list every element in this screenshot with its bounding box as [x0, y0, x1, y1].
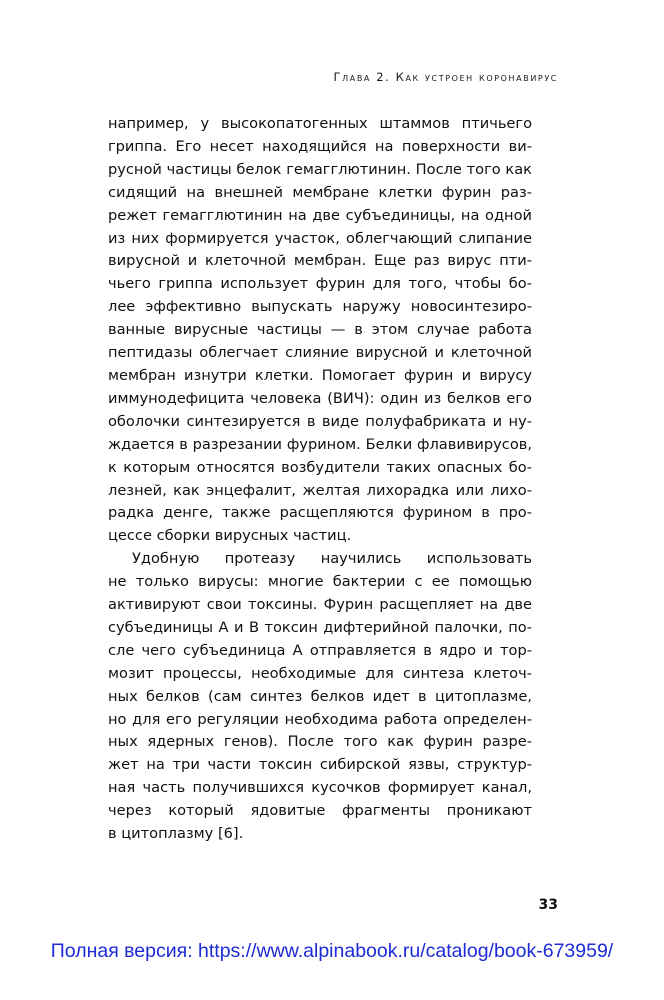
text-line: гриппа. Его несет находящийся на поверхности ви- — [108, 137, 532, 155]
text-line: ная часть получившихся кусочков формирует канал, — [108, 779, 532, 797]
text-line: иммунодефицита человека (ВИЧ): один из белков его — [108, 389, 532, 407]
text-line: радка денге, также расщепляются фурином в про- — [108, 504, 532, 522]
text-line: жет на три части токсин сибирской язвы, структур- — [108, 756, 532, 774]
text-line: мембран изнутри клетки. Помогает фурин и вирусу — [108, 366, 532, 384]
text-line: пептидазы облегчает слияние вирусной и клеточной — [108, 344, 532, 362]
text-line: к которым относятся возбудители таких опасных бо- — [108, 458, 532, 476]
running-header — [0, 70, 558, 84]
text-line: цессе сборки вирусных частиц. — [108, 527, 352, 545]
text-line: например, у высокопатогенных штаммов птичьего — [108, 115, 532, 132]
text-line: чьего гриппа использует фурин для того, чтобы бо- — [108, 275, 532, 293]
text-line: Удобную протеазу научились использовать — [132, 550, 532, 568]
text-line: в цитоплазму [6]. — [108, 825, 244, 843]
text-line: ждается в разрезании фурином. Белки флавивирусов, — [108, 435, 532, 453]
text-line: лее эффективно выпускать наружу новосинтезиро- — [108, 298, 532, 316]
text-line: лезней, как энцефалит, желтая лихорадка или лихо- — [108, 481, 532, 499]
text-line: мозит процессы, необходимые для синтеза клеточ- — [108, 664, 532, 682]
text-line: оболочки синтезируется в виде полуфабриката и ну- — [108, 412, 532, 430]
text-line: сле чего субъединица A отправляется в ядро и тор- — [108, 641, 532, 659]
chapter-title: Глава 2. Как устроен коронавирус — [333, 70, 558, 84]
text-line: ванные вирусные частицы — в этом случае работа — [108, 321, 532, 339]
text-line: но для его регуляции необходима работа определен- — [108, 710, 532, 728]
text-line: не только вирусы: многие бактерии с ее помощью — [108, 573, 532, 591]
text-line: субъединицы A и B токсин дифтерийной палочки, по- — [108, 618, 532, 636]
text-line: режет гемагглютинин на две субъединицы, на одной — [108, 206, 532, 224]
paragraph-2 — [108, 548, 532, 846]
text-line: вирусной и клеточной мембран. Еще раз вирус пти- — [108, 252, 532, 270]
text-line: из них формируется участок, облегчающий слипание — [108, 229, 532, 247]
text-line: ных ядерных генов). После того как фурин разре- — [108, 733, 532, 751]
text-line: через который ядовитые фрагменты проникают — [108, 802, 532, 820]
text-line: сидящий на внешней мембране клетки фурин раз- — [108, 183, 532, 201]
text-line: активируют свои токсины. Фурин расщепляет на две — [108, 596, 532, 614]
paragraph-1 — [108, 113, 532, 548]
text-line: ных белков (сам синтез белков идет в цитоплазме, — [108, 687, 532, 705]
page-number: 33 — [538, 897, 558, 913]
body-text — [108, 113, 532, 846]
full-version-link[interactable]: Полная версия: https://www.alpinabook.ru/catalog/book-673959/ — [50, 940, 614, 962]
text-line: русной частицы белок гемагглютинин. После того как — [108, 160, 532, 178]
